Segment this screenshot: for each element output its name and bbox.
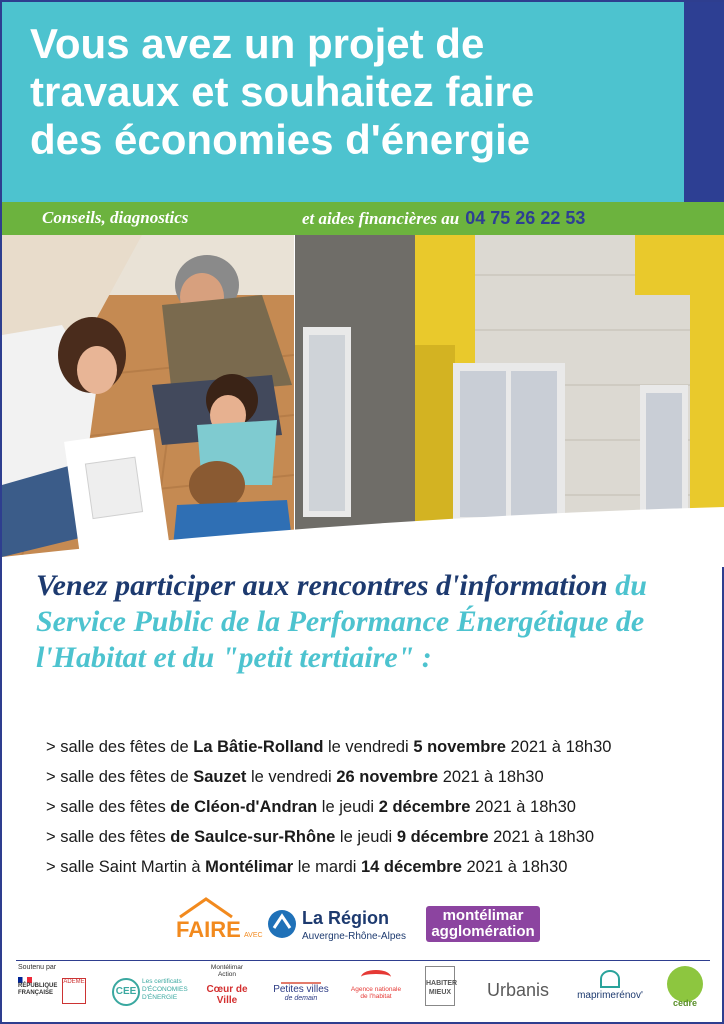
cee-icon: CEE — [112, 978, 140, 1006]
house-icon — [600, 970, 620, 988]
cedre-leaf-icon — [667, 966, 703, 1002]
partner-republique: Soutenu par RÉPUBLIQUE FRANÇAISE — [18, 964, 58, 996]
partner-anah: Agence nationale de l'habitat — [350, 964, 402, 1020]
tagline-right-text: et aides financières au — [302, 209, 460, 228]
partner-ademe: ADEME — [62, 978, 86, 1004]
meeting-list — [46, 732, 716, 882]
region-logo-sub: Auvergne-Rhône-Alpes — [302, 931, 406, 942]
faire-logo-sub: AVEC — [244, 932, 263, 939]
header-side-bar — [684, 2, 724, 234]
partner-cedre: cedre — [662, 964, 708, 1020]
headline-line: Vous avez un projet de — [30, 20, 485, 67]
meeting-item: > salle des fêtes de Sauzet le vendredi 26 novembre 2021 à 18h30 — [46, 768, 544, 786]
meeting-item: > salle Saint Martin à Montélimar le mardi 14 décembre 2021 à 18h30 — [46, 858, 568, 876]
headline-line: des économies d'énergie — [30, 116, 531, 163]
phone-number[interactable]: 04 75 26 22 53 — [465, 208, 586, 228]
headline — [30, 20, 670, 164]
footer-divider — [16, 960, 710, 961]
partner-coeur-de-ville: Montélimar Action Cœur de Ville — [206, 964, 248, 1006]
montelimar-agglo-logo — [426, 906, 540, 942]
tagline-left: Conseils, diagnostics — [42, 208, 189, 227]
intro-text — [36, 568, 706, 676]
mont-line1: montélimar — [442, 907, 524, 924]
meeting-item: > salle des fêtes de Cléon-d'Andran le jeudi 2 décembre 2021 à 18h30 — [46, 798, 576, 816]
anah-icon — [361, 970, 391, 984]
rooftops-icon — [281, 970, 321, 984]
headline-line: travaux et souhaitez faire — [30, 68, 535, 115]
tagline-right — [302, 208, 585, 229]
partner-logos — [16, 964, 716, 1020]
partner-cee: CEE Les certificats D'ÉCONOMIES D'ÉNERGIE — [112, 964, 196, 1020]
partner-maprimerenov: maprimerénov' — [566, 964, 654, 1020]
mont-line2: agglomération — [431, 923, 535, 940]
meeting-item: > salle des fêtes de Saulce-sur-Rhône le jeudi 9 décembre 2021 à 18h30 — [46, 828, 595, 846]
intro-part2: du Service Public de la Performance Énergétique de l'Habitat et du "petit tertiaire" : — [36, 569, 647, 674]
region-logo-title: La Région — [302, 908, 390, 928]
partner-urbanis: Urbanis — [486, 980, 550, 1000]
intro-part1: Venez participer aux rencontres d'information — [36, 569, 608, 602]
curve-divider — [2, 507, 724, 567]
region-logo — [266, 902, 416, 946]
partner-habiter-mieux: HABITER MIEUX — [420, 964, 460, 1020]
faire-logo-text: FAIRE — [176, 917, 241, 942]
partner-petites-villes: Petites villes de demain — [266, 964, 336, 1020]
faire-logo — [174, 895, 264, 943]
meeting-item: > salle des fêtes de La Bâtie-Rolland le vendredi 5 novembre 2021 à 18h30 — [46, 738, 612, 756]
